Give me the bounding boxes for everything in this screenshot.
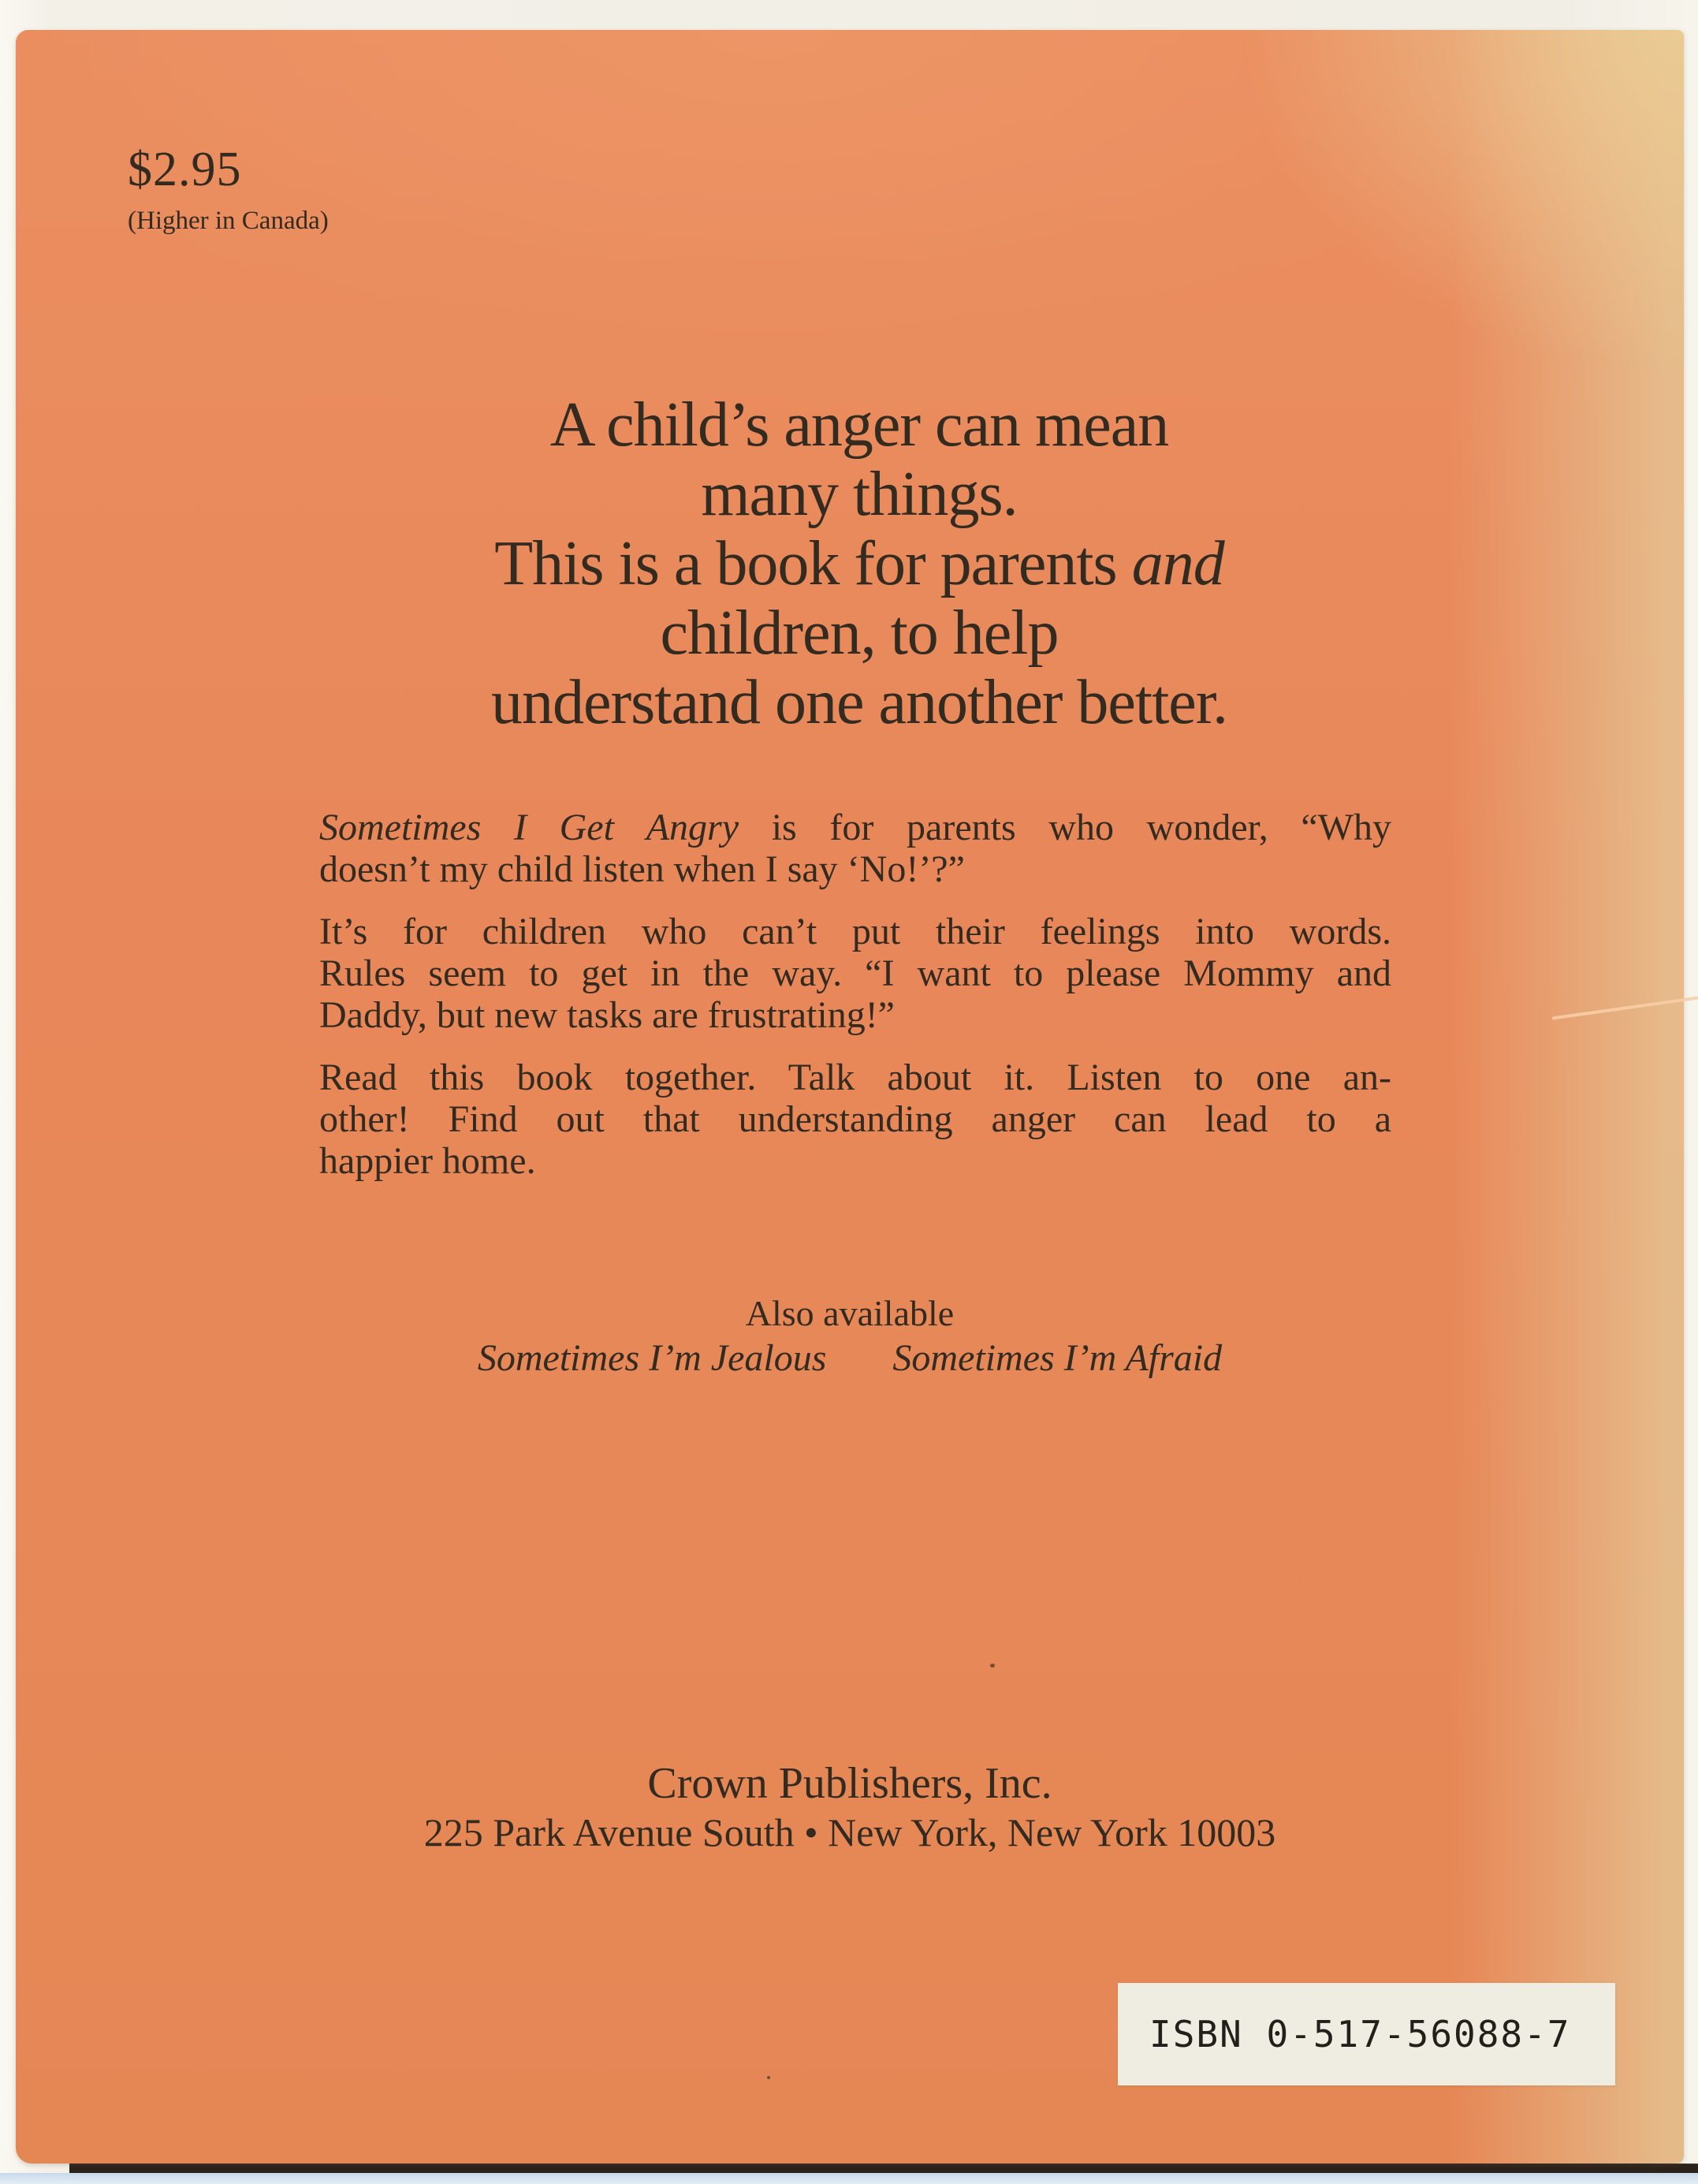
blurb-paragraph-1 — [319, 807, 1391, 890]
dust-speck — [990, 1664, 995, 1668]
blurb-block — [319, 807, 1391, 1182]
also-title-jealous: Sometimes I’m Jealous — [477, 1337, 827, 1379]
blurb-p2-line-2: Rules seem to get in the way. “I want to please Mommy and — [319, 952, 1391, 994]
dust-speck — [767, 2076, 770, 2079]
blurb-paragraph-2 — [319, 911, 1391, 1036]
headline-line-3-italic-word: and — [1131, 529, 1224, 598]
headline-line-3 — [35, 529, 1684, 598]
blurb-p2-line-3: Daddy, but new tasks are frustrating!” — [319, 994, 895, 1036]
publisher-name: Crown Publishers, Inc. — [647, 1759, 1052, 1808]
publisher-block — [16, 1759, 1684, 1855]
blurb-p3-line-2: other! Find out that understanding anger can lead to a — [319, 1098, 1391, 1140]
publisher-address: 225 Park Avenue South • New York, New York 10003 — [423, 1810, 1276, 1854]
headline-block — [16, 390, 1684, 737]
blurb-paragraph-3 — [319, 1057, 1391, 1182]
headline-line-5: understand one another better. — [490, 668, 1228, 737]
blurb-p3-line-1: Read this book together. Talk about it. Listen to one an- — [319, 1057, 1391, 1098]
scanner-bottom-band — [0, 2173, 1698, 2184]
blurb-p1-line-2: doesn’t my child listen when I say ‘No!’?” — [319, 848, 965, 890]
also-available-heading: Also available — [745, 1293, 955, 1333]
also-available-titles — [16, 1336, 1684, 1381]
isbn-label-box — [1118, 1983, 1615, 2085]
book-back-cover — [16, 30, 1684, 2164]
book-title-italic: Sometimes I Get Angry — [319, 807, 739, 848]
headline-line-2: many things. — [701, 460, 1018, 529]
headline-line-4: children, to help — [660, 598, 1059, 668]
headline-line-3-text: This is a book for parents — [494, 529, 1132, 598]
blurb-p1-line-1 — [319, 807, 1391, 848]
headline-line-1: A child’s anger can mean — [549, 390, 1169, 460]
blurb-p1-line-1-rest: is for parents who wonder, “Why — [739, 807, 1391, 848]
isbn-number: ISBN 0-517-56088-7 — [1149, 2013, 1571, 2055]
also-title-afraid: Sometimes I’m Afraid — [892, 1337, 1223, 1379]
cover-crease-mark — [1552, 995, 1698, 1019]
also-available-block — [16, 1291, 1684, 1381]
blurb-p2-line-1: It’s for children who can’t put their feelings into words. — [319, 911, 1391, 952]
blurb-p3-line-3: happier home. — [319, 1140, 536, 1182]
price-note: (Higher in Canada) — [128, 207, 329, 235]
price-label: $2.95 — [128, 143, 242, 196]
